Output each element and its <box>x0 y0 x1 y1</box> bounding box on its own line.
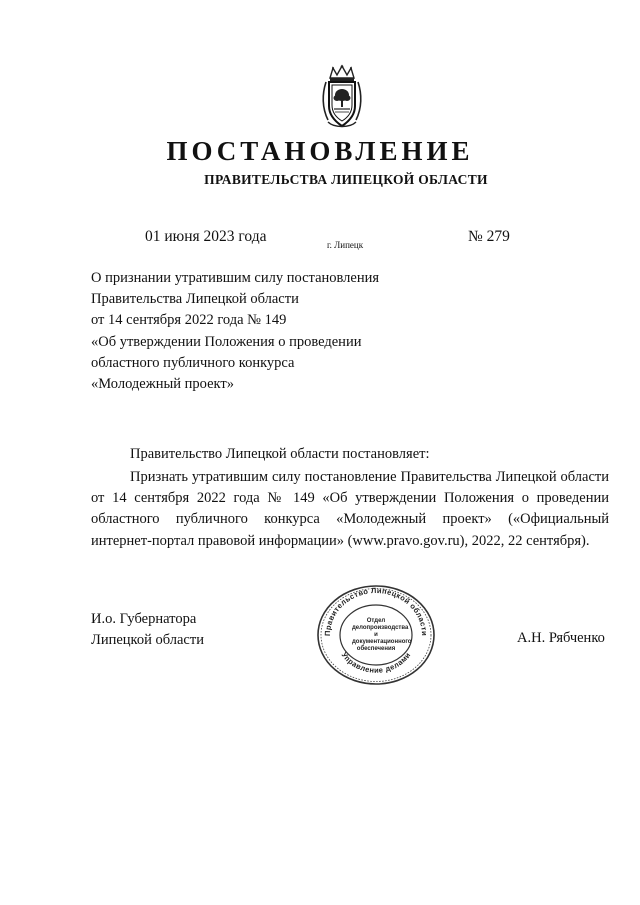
document-city: г. Липецк <box>327 240 364 250</box>
heading-line: «Молодежный проект» <box>91 376 234 393</box>
document-date: 01 июня 2023 года <box>145 228 267 245</box>
heading-line: Правительства Липецкой области <box>91 291 299 308</box>
seal-center-line: обеспечения <box>356 646 396 652</box>
seal-center-line: документационного <box>352 639 412 645</box>
seal-ring-text: Правительство Липецкой области <box>322 585 430 637</box>
heading-line: «Об утверждении Положения о проведении <box>91 333 362 350</box>
heading-line: областного публичного конкурса <box>91 354 295 371</box>
document-title: ПОСТАНОВЛЕНИЕ <box>166 136 474 166</box>
signatory-role-line: И.о. Губернатора <box>91 611 197 627</box>
document-body-paragraph: Признать утратившим силу постановление Правительства Липецкой области от 14 сентября 2022 года № 149 «Об утверждении Положения о проведении областного публичного конкурса «Молодежный проект» («Официальный интернет-портал правовой информации» (www.pravo.gov.ru), 2022, 22 сентября). <box>91 469 609 549</box>
document-subtitle: ПРАВИТЕЛЬСТВА ЛИПЕЦКОЙ ОБЛАСТИ <box>204 172 488 187</box>
seal-center-line: делопроизводства и <box>352 625 409 638</box>
seal-center-line: Отдел <box>366 618 386 624</box>
seal-ring-text-bottom: Управление делами <box>339 650 413 675</box>
seal-center-text <box>352 618 412 653</box>
heading-line: О признании утратившим силу постановления <box>91 270 380 286</box>
document-preamble: Правительство Липецкой области постановляет: <box>130 446 430 462</box>
coat-of-arms-icon <box>320 64 364 130</box>
svg-text:Управление делами <box>340 651 413 675</box>
document-heading <box>91 268 431 395</box>
signatory-role-line: Липецкой области <box>91 632 204 649</box>
signatory-role <box>91 609 204 651</box>
document-number: № 279 <box>468 228 510 245</box>
heading-line: от 14 сентября 2022 года № 149 <box>91 312 287 329</box>
signatory-name: А.Н. Рябченко <box>517 630 605 646</box>
